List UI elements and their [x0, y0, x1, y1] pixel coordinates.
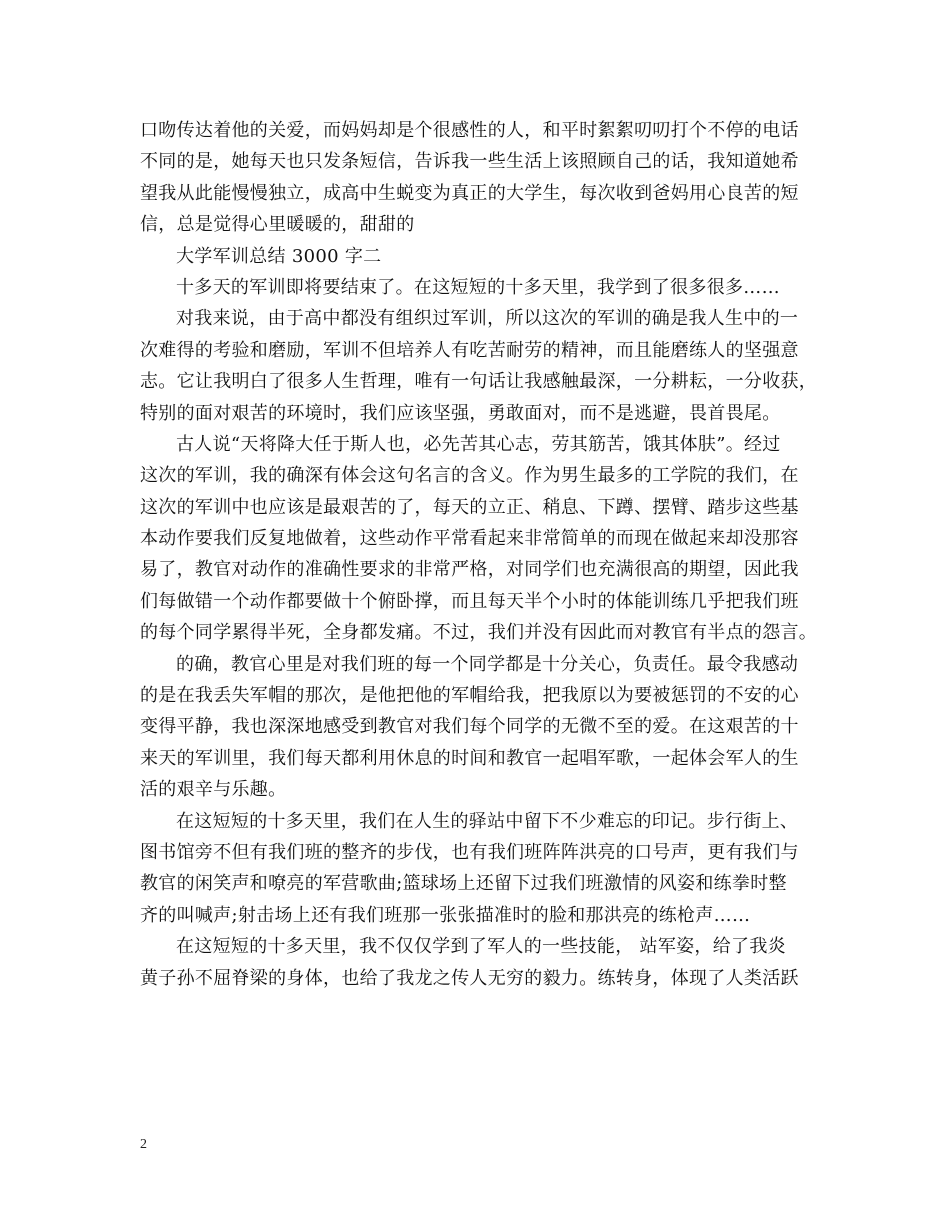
- text-line: 活的艰辛与乐趣。: [140, 779, 287, 801]
- text-line: 齐的叫喊声;射击场上还有我们班那一张张描准时的脸和那洪亮的练枪声……: [140, 904, 751, 926]
- paragraph-5: [140, 649, 814, 806]
- paragraph-4: [140, 429, 818, 649]
- text-line: 信，总是觉得心里暖暖的，甜甜的: [140, 214, 415, 236]
- text-line: 的每个同学累得半死，全身都发痛。不过，我们并没有因此而对教官有半点的怨言。: [140, 622, 818, 644]
- text-line: 志。它让我明白了很多人生哲理，唯有一句话让我感触最深，一分耕耘，一分收获，: [140, 371, 818, 393]
- section-heading: [140, 241, 814, 272]
- text-line: 望我从此能慢慢独立，成高中生蜕变为真正的大学生，每次收到爸妈用心良苦的短: [140, 182, 799, 204]
- text-line: 来天的军训里，我们每天都利用休息的时间和教官一起唱军歌，一起体会军人的生: [140, 747, 799, 769]
- text-line: 在这短短的十多天里，我不仅仅学到了军人的一些技能， 站军姿，给了我炎: [176, 936, 786, 958]
- text-line: 这次的军训中也应该是最艰苦的了，每天的立正、稍息、下蹲、摆臂、踏步这些基: [140, 496, 799, 518]
- paragraph-6: [140, 806, 814, 932]
- paragraph-3: [140, 303, 818, 429]
- text-line: 的确，教官心里是对我们班的每一个同学都是十分关心，负责任。最令我感动: [176, 653, 799, 675]
- text-line: 次难得的考验和磨励，军训不但培养人有吃苦耐劳的精神，而且能磨练人的坚强意: [140, 339, 799, 361]
- paragraph-7: [140, 931, 814, 994]
- paragraph-1: [140, 115, 814, 241]
- text-line: 特别的面对艰苦的环境时，我们应该坚强，勇敢面对，而不是逃避，畏首畏尾。: [140, 402, 781, 424]
- heading-text: 大学军训总结 3000 字二: [176, 245, 382, 267]
- text-line: 易了，教官对动作的准确性要求的非常严格，对同学们也充满很高的期望，因此我: [140, 559, 799, 581]
- text-line: 这次的军训，我的确深有体会这句名言的含义。作为男生最多的工学院的我们，在: [140, 465, 799, 487]
- text-line: 们每做错一个动作都要做十个俯卧撑，而且每天半个小时的体能训练几乎把我们班: [140, 590, 799, 612]
- text-line: 的是在我丢失军帽的那次，是他把他的军帽给我，把我原以为要被惩罚的不安的心: [140, 685, 799, 707]
- paragraph-2: [140, 272, 814, 303]
- text-line: 口吻传达着他的关爱，而妈妈却是个很感性的人，和平时絮絮叨叨打个不停的电话: [140, 120, 799, 141]
- document-body: [140, 115, 818, 994]
- text-line: 本动作要我们反复地做着，这些动作平常看起来非常简单的而现在做起来却没那容: [140, 528, 799, 550]
- text-line: 图书馆旁不但有我们班的整齐的步伐，也有我们班阵阵洪亮的口号声，更有我们与: [140, 841, 799, 863]
- text-line: 不同的是，她每天也只发条短信，告诉我一些生活上该照顾自己的话，我知道她希: [140, 151, 799, 173]
- text-line: 教官的闲笑声和嘹亮的军营歌曲;篮球场上还留下过我们班激情的风姿和练拳时整: [140, 873, 787, 895]
- page-number: 2: [140, 1137, 147, 1152]
- text-line: 在这短短的十多天里，我们在人生的驿站中留下不少难忘的印记。步行街上、: [176, 810, 799, 832]
- text-line: 黄子孙不屈脊梁的身体，也给了我龙之传人无穷的毅力。练转身，体现了人类活跃: [140, 967, 799, 989]
- text-line: 对我来说，由于高中都没有组织过军训，所以这次的军训的确是我人生中的一: [176, 308, 799, 330]
- text-line: 变得平静，我也深深地感受到教官对我们每个同学的无微不至的爱。在这艰苦的十: [140, 716, 799, 738]
- text-line: 古人说“天将降大任于斯人也，必先苦其心志，劳其筋苦，饿其体肤”。经过: [176, 433, 781, 455]
- text-line: 十多天的军训即将要结束了。在这短短的十多天里，我学到了很多很多……: [176, 276, 780, 298]
